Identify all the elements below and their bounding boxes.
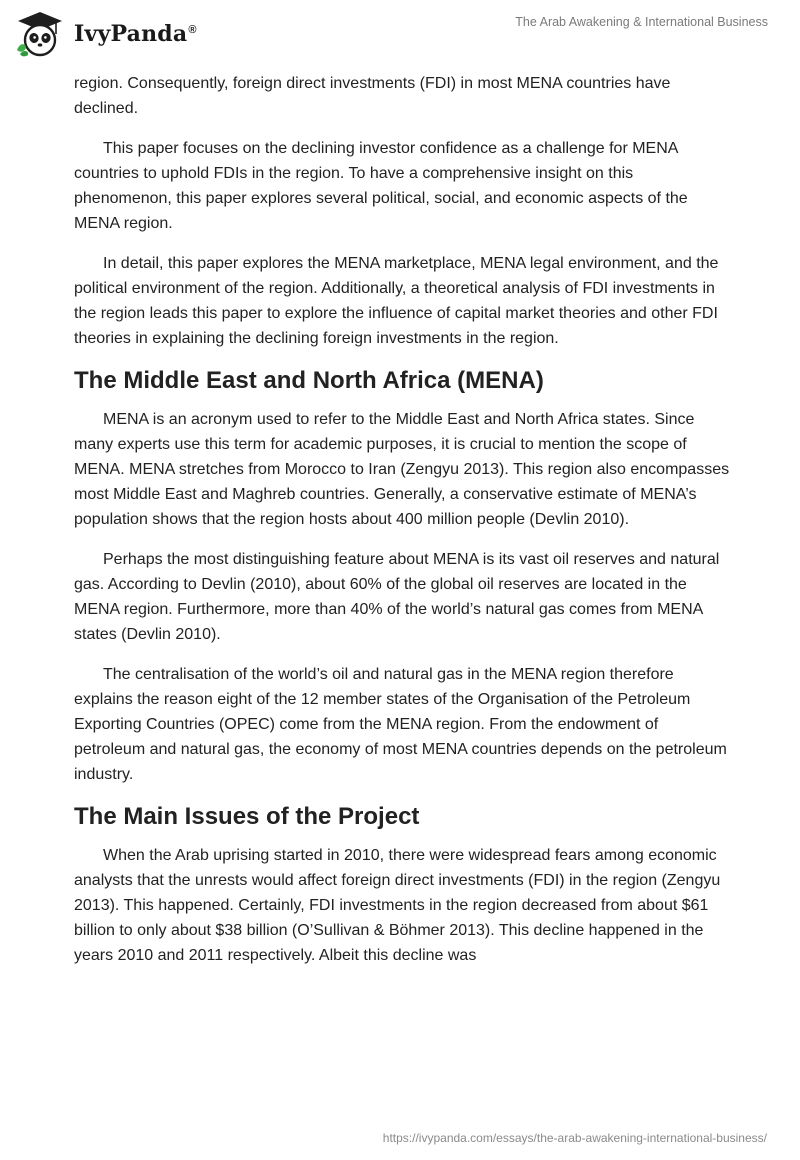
source-url-link[interactable]: https://ivypanda.com/essays/the-arab-awakening-international-business/ [382, 1131, 767, 1145]
body-paragraph: When the Arab uprising started in 2010, there were widespread fears among economic analysts that the unrests would affect foreign direct investments (FDI) in the region (Zengyu 2013). This happened. Certainly, FDI investments in the region decreased from about $61 billion to only about $38 billion (O’Sullivan & Böhmer 2013). This decline happened in the years 2010 and 2011 respectively. Albeit this decline was [74, 847, 721, 964]
page-header [0, 0, 800, 68]
essay-body [74, 71, 730, 983]
body-paragraph: This paper focuses on the declining investor confidence as a challenge for MENA countries to uphold FDIs in the region. To have a comprehensive insight on this phenomenon, this paper explores several political, social, and economic aspects of the MENA region. [74, 140, 688, 232]
body-paragraph: The centralisation of the world’s oil and natural gas in the MENA region therefore explains the reason eight of the 12 member states of the Organisation of the Petroleum Exporting Countries (OPEC) come from the MENA region. From the endowment of petroleum and natural gas, the economy of most MENA countries depends on the petroleum industry. [74, 666, 727, 783]
body-paragraph: region. Consequently, foreign direct investments (FDI) in most MENA countries have declined. [74, 75, 671, 117]
body-paragraph: MENA is an acronym used to refer to the Middle East and North Africa states. Since many experts use this term for academic purposes, it is crucial to mention the scope of MENA. MENA stretches from Morocco to Iran (Zengyu 2013). This region also encompasses most Middle East and Maghreb countries. Generally, a conservative estimate of MENA’s population shows that the region hosts about 400 million people (Devlin 2010). [74, 411, 730, 528]
section-heading: The Middle East and North Africa (MENA) [74, 367, 544, 394]
brand-name: IvyPanda® [74, 21, 197, 47]
ivypanda-logo[interactable] [14, 10, 197, 58]
panda-graduate-icon [14, 10, 66, 58]
section-heading: The Main Issues of the Project [74, 803, 420, 830]
document-title: The Arab Awakening & International Business [515, 15, 768, 29]
body-paragraph: Perhaps the most distinguishing feature about MENA is its vast oil reserves and natural gas. According to Devlin (2010), about 60% of the global oil reserves are located in the MENA region. Furthermore, more than 40% of the world’s natural gas comes from MENA states (Devlin 2010). [74, 551, 720, 643]
body-paragraph: In detail, this paper explores the MENA marketplace, MENA legal environment, and the political environment of the region. Additionally, a theoretical analysis of FDI investments in the region leads this paper to explore the influence of capital market theories and other FDI theories in explaining the declining foreign investments in the region. [74, 255, 719, 347]
